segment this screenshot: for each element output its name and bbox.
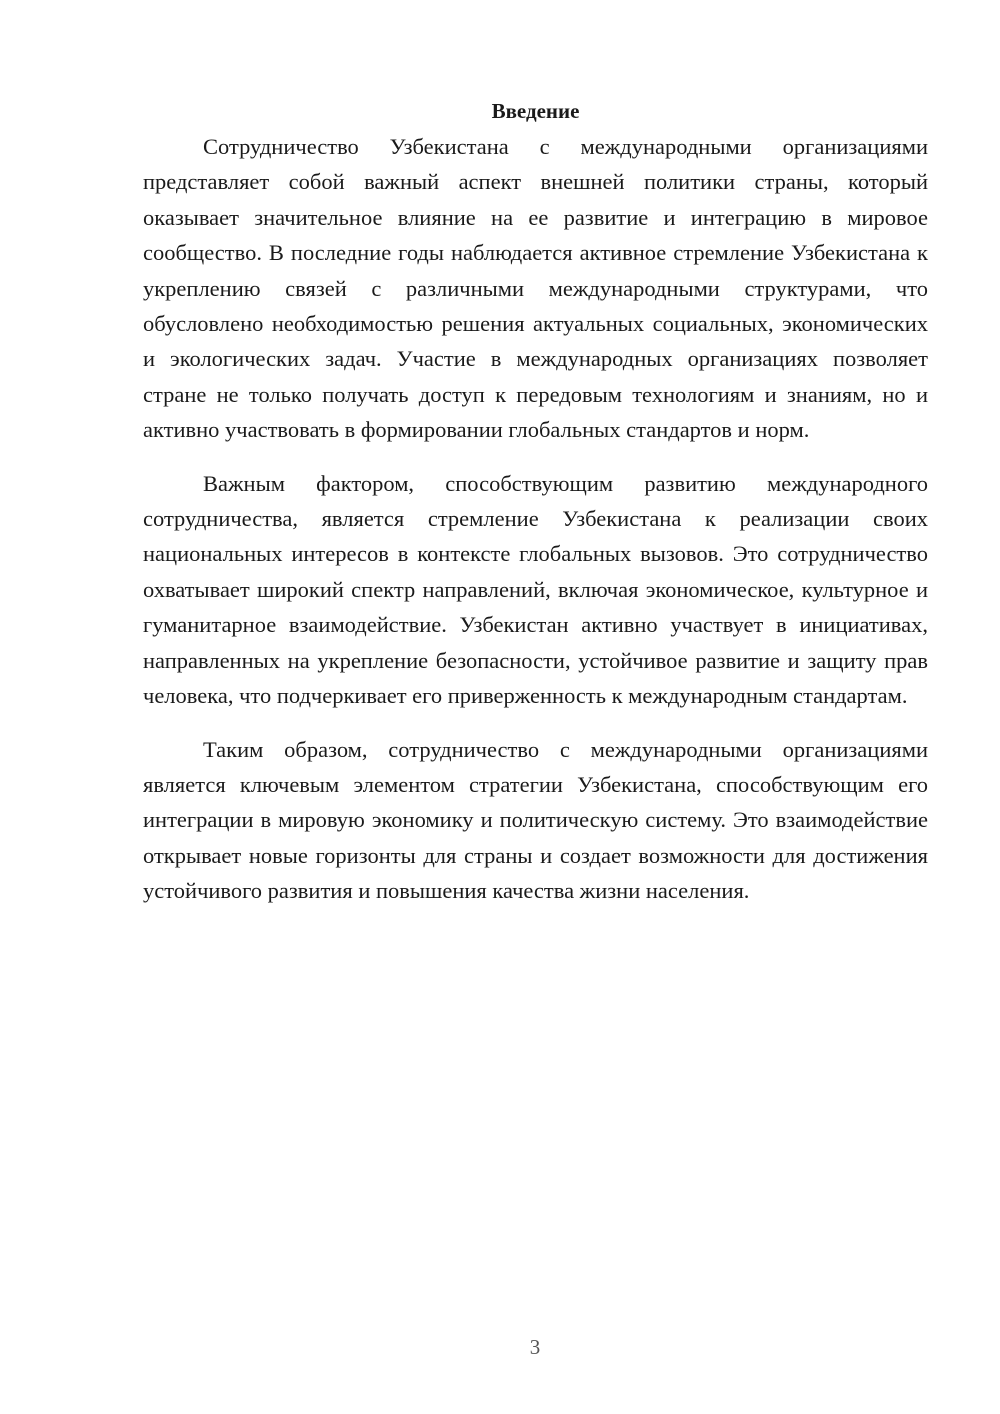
- paragraph-3: Таким образом, сотрудничество с международными организациями является ключевым элементом стратегии Узбекистана, способствующим его интеграции в мировую экономику и политическую систему. Это взаимодействие открывает новые горизонты для страны и создает возможности для достижения устойчивого развития и повышения качества жизни населения.: [143, 736, 928, 904]
- page-content: [143, 94, 928, 909]
- page-number: 3: [529, 1335, 541, 1359]
- section-heading: Введение: [491, 99, 580, 123]
- paragraph-1: Сотрудничество Узбекистана с международными организациями представляет собой важный аспект внешней политики страны, который оказывает значительное влияние на ее развитие и интеграцию в мировое сообщество. В последние годы наблюдается активное стремление Узбекистана к укреплению связей с различными международными структурами, что обусловлено необходимостью решения актуальных социальных, экономических и экологических задач. Участие в международных организациях позволяет стране не только получать доступ к передовым технологиям и знаниям, но и активно участвовать в формировании глобальных стандартов и норм.: [143, 134, 928, 443]
- paragraph-2: Важным фактором, способствующим развитию международного сотрудничества, является стремление Узбекистана к реализации своих национальных интересов в контексте глобальных вызовов. Это сотрудничество охватывает широкий спектр направлений, включая экономическое, культурное и гуманитарное взаимодействие. Узбекистан активно участвует в инициативах, направленных на укрепление безопасности, устойчивое развитие и защиту прав человека, что подчеркивает его приверженность к международным стандартам.: [143, 470, 928, 709]
